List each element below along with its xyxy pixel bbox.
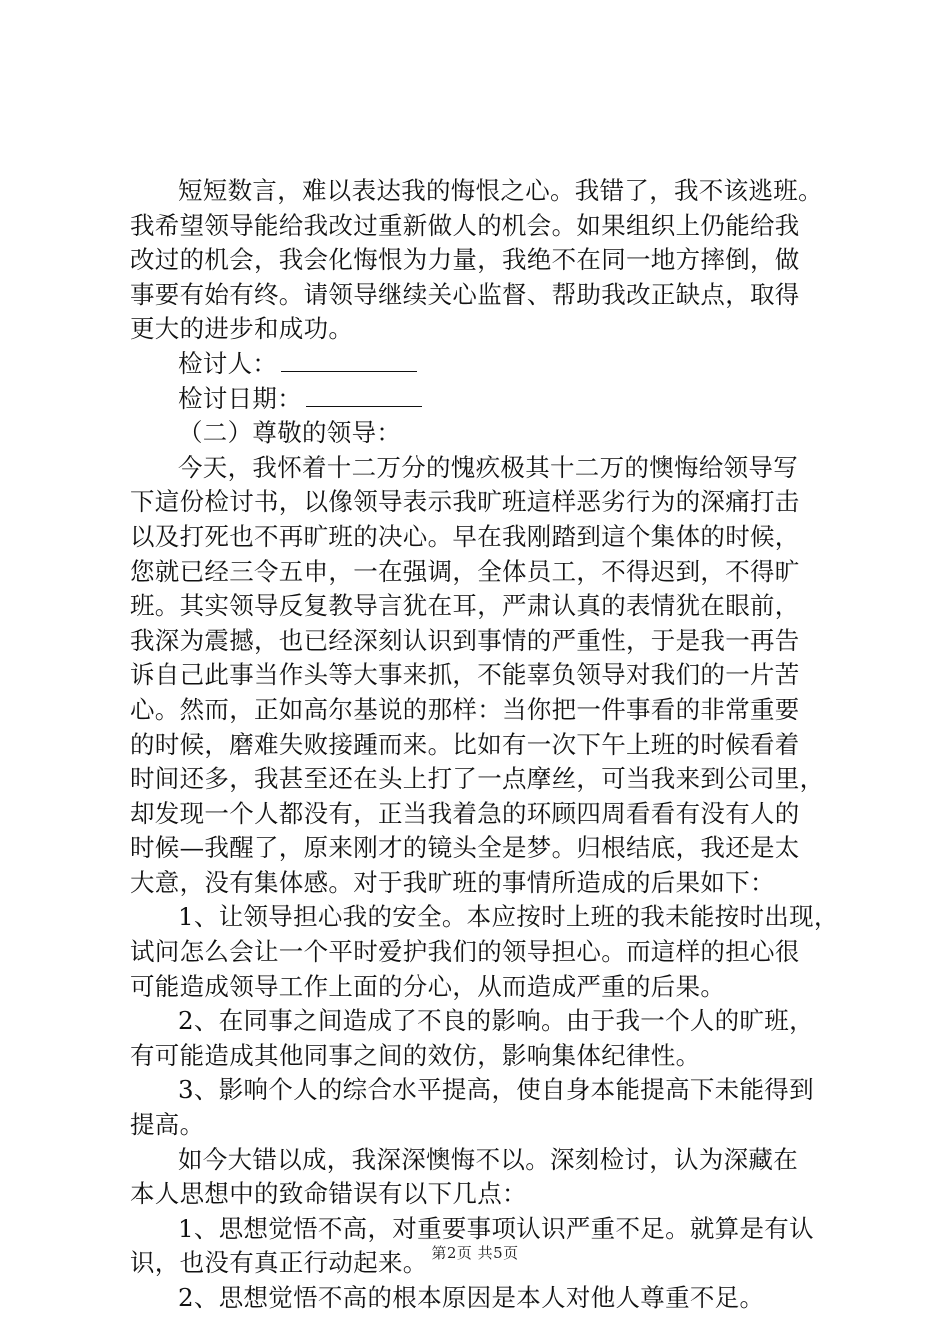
- text-line: 的时候，磨难失败接踵而来。比如有一次下午上班的时候看着: [130, 729, 800, 759]
- text-line: 下這份检讨书，以像领导表示我旷班這样恶劣行为的深痛打击: [130, 487, 800, 517]
- text-line: 事要有始有终。请领导继续关心监督、帮助我改正缺点，取得: [130, 279, 800, 309]
- text-line: 班。其实领导反复教导言犹在耳，严肃认真的表情犹在眼前，: [130, 591, 800, 621]
- text-line: 却发现一个人都没有，正当我着急的环顾四周看看有没有人的: [130, 798, 800, 828]
- text-line: 改过的机会，我会化悔恨为力量，我绝不在同一地方摔倒，做: [130, 245, 800, 275]
- text-line: 时间还多，我甚至还在头上打了一点摩丝，可当我来到公司里，: [130, 764, 825, 794]
- page-number-footer: 第2页 共5页: [431, 1244, 519, 1262]
- text-line: 诉自己此事当作头等大事来抓，不能辜负领导对我们的一片苦: [130, 660, 800, 690]
- text-line: 您就已经三令五申，一在强调，全体员工，不得迟到，不得旷: [130, 556, 800, 586]
- text-line: 提高。: [130, 1110, 205, 1140]
- text-line: 时候—我醒了，原来刚才的镜头全是梦。归根结底，我还是太: [130, 833, 800, 863]
- text-line: 心。然而，正如高尔基说的那样：当你把一件事看的非常重要: [130, 694, 800, 724]
- text-line: 试问怎么会让一个平时爱护我们的领导担心。而這样的担心很: [130, 937, 800, 967]
- text-line: 识，也没有真正行动起来。: [130, 1248, 428, 1278]
- section-heading: （二）尊敬的领导：: [178, 418, 402, 448]
- text-line: 短短数言，难以表达我的悔恨之心。我错了，我不该逃班。: [178, 176, 823, 205]
- reviewer-line: [130, 347, 830, 382]
- text-line: 1、思想觉悟不高，对重要事项认识严重不足。就算是有认: [178, 1213, 814, 1243]
- text-line: 大意，没有集体感。对于我旷班的事情所造成的后果如下：: [130, 867, 775, 897]
- text-line: 我希望领导能给我改过重新做人的机会。如果组织上仍能给我: [130, 210, 800, 240]
- review-date-line: [130, 382, 830, 417]
- text-line: 3、影响个人的综合水平提高，使自身本能提高下未能得到: [178, 1075, 814, 1105]
- document-body: [130, 174, 839, 1316]
- text-line: 可能造成领导工作上面的分心，从而造成严重的后果。: [130, 971, 726, 1001]
- text-line: 2、在同事之间造成了不良的影响。由于我一个人的旷班，: [178, 1006, 814, 1036]
- text-line: 1、让领导担心我的安全。本应按时上班的我未能按时出现，: [178, 902, 839, 932]
- text-line: 本人思想中的致命错误有以下几点：: [130, 1179, 527, 1209]
- review-date-label: 检讨日期：: [178, 383, 302, 413]
- text-line: 如今大错以成，我深深懊悔不以。深刻检讨，认为深藏在: [178, 1144, 798, 1174]
- text-line: 更大的进步和成功。: [130, 314, 354, 344]
- text-line: 今天，我怀着十二万分的愧疚极其十二万的懊悔给领导写: [178, 452, 798, 482]
- reviewer-blank: [281, 349, 417, 372]
- text-line: 我深为震撼，也已经深刻认识到事情的严重性，于是我一再告: [130, 625, 800, 655]
- reviewer-label: 检讨人：: [178, 348, 278, 378]
- text-line: 以及打死也不再旷班的决心。早在我刚踏到這个集体的时候，: [130, 521, 800, 551]
- review-date-blank: [306, 384, 422, 407]
- text-line: 有可能造成其他同事之间的效仿，影响集体纪律性。: [130, 1040, 701, 1070]
- text-line: 2、思想觉悟不高的根本原因是本人对他人尊重不足。: [178, 1283, 765, 1312]
